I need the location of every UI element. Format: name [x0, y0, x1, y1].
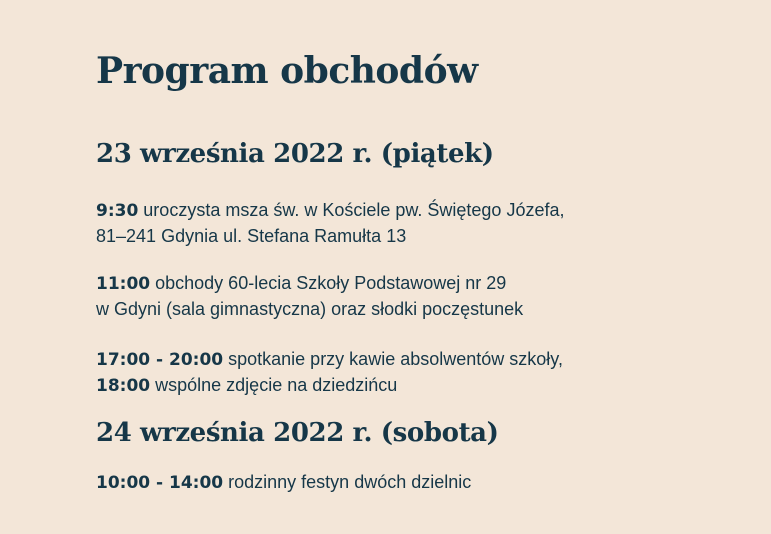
page-title: Program obchodów	[96, 50, 478, 92]
event-item	[96, 271, 523, 322]
event-item	[96, 347, 563, 399]
event-time: 11:00	[96, 274, 151, 294]
event-description-continued: 81–241 Gdynia ul. Stefana Ramułta 13	[96, 226, 407, 246]
event-time: 18:00	[96, 376, 151, 396]
day-heading-friday: 23 września 2022 r. (piątek)	[96, 139, 494, 169]
event-line	[96, 470, 471, 496]
event-line	[96, 198, 564, 224]
event-description: obchody 60-lecia Szkoły Podstawowej nr 29	[150, 273, 507, 293]
event-line	[96, 347, 563, 373]
day-heading-saturday: 24 września 2022 r. (sobota)	[96, 418, 499, 448]
event-time: 17:00 - 20:00	[96, 350, 224, 370]
event-description: wspólne zdjęcie na dziedzińcu	[150, 375, 398, 395]
event-time: 9:30	[96, 201, 139, 221]
event-item	[96, 470, 471, 496]
event-description: spotkanie przy kawie absolwentów szkoły,	[223, 349, 563, 369]
event-item	[96, 198, 564, 249]
event-description: rodzinny festyn dwóch dzielnic	[223, 472, 472, 492]
event-time: 10:00 - 14:00	[96, 473, 224, 493]
event-line	[96, 271, 523, 297]
event-description: uroczysta msza św. w Kościele pw. Świętego Józefa,	[138, 200, 565, 220]
event-description-continued: w Gdyni (sala gimnastyczna) oraz słodki poczęstunek	[96, 299, 524, 319]
event-line	[96, 373, 563, 399]
